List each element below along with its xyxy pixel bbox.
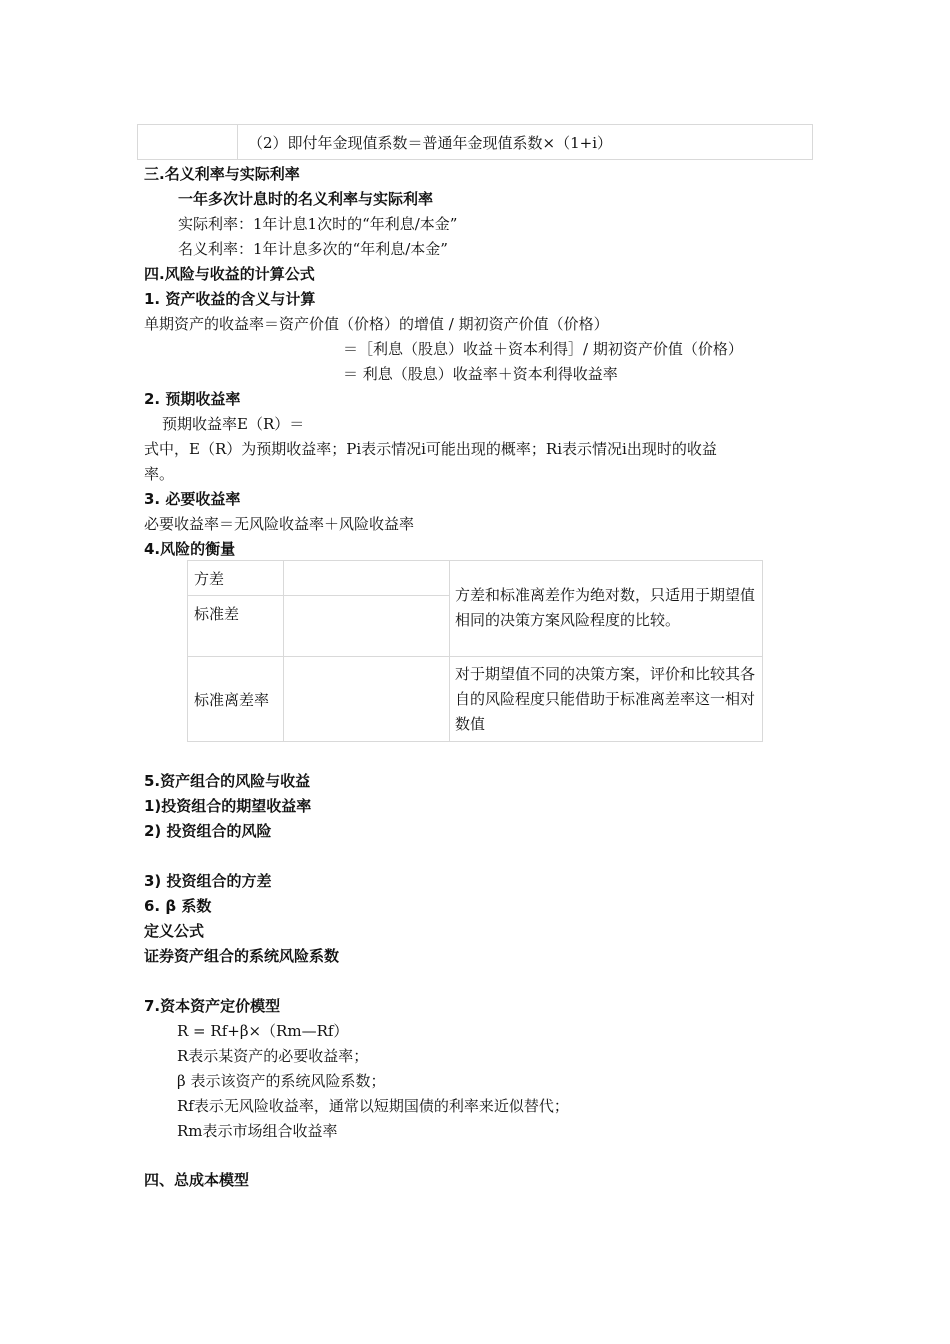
capm-rm-def: Rm表示市场组合收益率	[177, 1122, 338, 1140]
table-note-absolute: 方差和标准离差作为绝对数，只适用于期望值相同的决策方案风险程度的比较。	[455, 586, 756, 629]
table-note-relative: 对于期望值不同的决策方案，评价和比较其各自的风险程度只能借助于标准离差率这一相对数值	[455, 665, 756, 733]
top-table-divider	[237, 124, 238, 160]
portfolio-expected-return: 1)投资组合的期望收益率	[144, 797, 312, 815]
heading-expected-return: 2. 预期收益率	[144, 390, 241, 408]
table-col-divider-1	[283, 560, 284, 742]
section-title-nominal-rate: 三.名义利率与实际利率	[144, 165, 300, 183]
section-title-risk-return: 四.风险与收益的计算公式	[144, 265, 315, 283]
capm-formula: R = Rf+β×（Rm—Rf）	[177, 1022, 349, 1040]
portfolio-risk: 2) 投资组合的风险	[144, 822, 272, 840]
expected-return-note: 式中，E（R）为预期收益率；Pi表示情况i可能出现的概率；Ri表示情况i出现时的收益	[144, 440, 717, 458]
heading-risk-measure: 4.风险的衡量	[144, 540, 236, 558]
table-col-divider-2	[449, 560, 450, 742]
asset-return-formula-1: 单期资产的收益率＝资产价值（价格）的增值 / 期初资产价值（价格）	[144, 315, 609, 333]
effective-rate-line: 实际利率：1年计息1次时的“年利息/本金”	[178, 215, 458, 233]
expected-return-formula: 预期收益率E（R）＝	[162, 415, 305, 433]
expected-return-note-cont: 率。	[144, 465, 175, 483]
heading-capm: 7.资本资产定价模型	[144, 997, 281, 1015]
asset-return-formula-2: ＝［利息（股息）收益＋资本利得］/ 期初资产价值（价格）	[343, 340, 743, 358]
heading-portfolio: 5.资产组合的风险与收益	[144, 772, 311, 790]
table-cell-std-dev: 标准差	[194, 605, 240, 623]
capm-rf-def: Rf表示无风险收益率，通常以短期国债的利率来近似替代；	[177, 1097, 569, 1115]
capm-r-def: R表示某资产的必要收益率；	[177, 1047, 369, 1065]
capm-beta-def: β 表示该资产的系统风险系数；	[177, 1072, 386, 1090]
table-cell-cv: 标准离差率	[194, 691, 270, 709]
subheading-multi-compounding: 一年多次计息时的名义利率与实际利率	[178, 190, 434, 208]
heading-required-return: 3. 必要收益率	[144, 490, 241, 508]
top-table-cell: （2）即付年金现值系数＝普通年金现值系数×（1+i）	[248, 134, 613, 152]
section-title-total-cost: 四、总成本模型	[144, 1171, 250, 1189]
beta-definition: 定义公式	[144, 922, 205, 940]
nominal-rate-line: 名义利率：1年计息多次的“年利息/本金”	[178, 240, 448, 258]
required-return-formula: 必要收益率＝无风险收益率＋风险收益率	[144, 515, 415, 533]
table-cell-variance: 方差	[194, 570, 225, 588]
heading-asset-return: 1. 资产收益的含义与计算	[144, 290, 316, 308]
table-row-divider-1	[187, 595, 449, 596]
beta-portfolio: 证券资产组合的系统风险系数	[144, 947, 340, 965]
asset-return-formula-3: ＝ 利息（股息）收益率＋资本利得收益率	[343, 365, 618, 383]
heading-beta: 6. β 系数	[144, 897, 212, 915]
portfolio-variance: 3) 投资组合的方差	[144, 872, 272, 890]
table-row-divider-2	[187, 656, 763, 657]
